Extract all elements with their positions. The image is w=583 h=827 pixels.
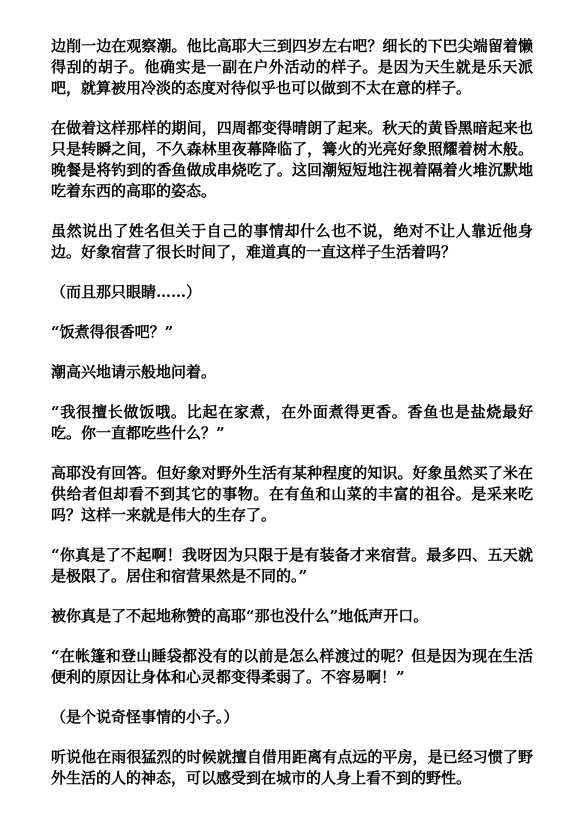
paragraph-5: “饭煮得很香吧？” <box>51 323 174 341</box>
paragraph-13: 听说他在雨很猛烈的时候就擅自借用距离有点远的平房，是已经习惯了野外生活的人的神态，可以感受到在城市的人身上看不到的野性。 <box>51 748 533 787</box>
paragraph-10: 被你真是了不起地称赞的高耶“那也没什么”地低声开口。 <box>51 607 429 625</box>
paragraph-7: “我很擅长做饭哦。比起在家煮，在外面煮得更香。香鱼也是盐烧最好吃。你一直都吃些什么？” <box>51 403 533 442</box>
paragraph-9: “你真是了不起啊！我呀因为只限于是有装备才来宿营。最多四、五天就是极限了。居住和宿营果然是不同的。” <box>51 546 533 585</box>
paragraph-2: 在做着这样那样的期间，四周都变得晴朗了起来。秋天的黄昏黑暗起来也只是转瞬之间，不久森林里夜幕降临了，篝火的光亮好象照耀着树木般。晚餐是将钓到的香鱼做成串烧吃了。这回潮短短地注视着隔着火堆沉默地吃着东西的高耶的姿态。 <box>51 119 533 200</box>
paragraph-12: （是个说奇怪事情的小子。） <box>51 708 239 726</box>
paragraph-6: 潮高兴地请示般地问着。 <box>51 363 217 381</box>
paragraph-3: 虽然说出了姓名但关于自己的事情却什么也不说，绝对不让人靠近他身边。好象宿营了很长时间了，难道真的一直这样子生活着吗？ <box>51 222 533 261</box>
paragraph-4: （而且那只眼睛……） <box>51 283 202 301</box>
document-page <box>51 36 533 808</box>
paragraph-8: 高耶没有回答。但好象对野外生活有某种程度的知识。好象虽然买了米在供给者但却看不到其它的事物。在有鱼和山菜的丰富的祖谷。是采来吃吗？这样一来就是伟大的生存了。 <box>51 464 533 524</box>
paragraph-1: 边削一边在观察潮。他比高耶大三到四岁左右吧？细长的下巴尖端留着懒得刮的胡子。他确实是一副在户外活动的样子。是因为天生就是乐天派吧，就算被用冷淡的态度对待似乎也可以做到不太在意的样子。 <box>51 37 533 97</box>
paragraph-11: “在帐篷和登山睡袋都没有的以前是怎么样渡过的呢？但是因为现在生活便利的原因让身体和心灵都变得柔弱了。不容易啊！” <box>51 647 533 686</box>
